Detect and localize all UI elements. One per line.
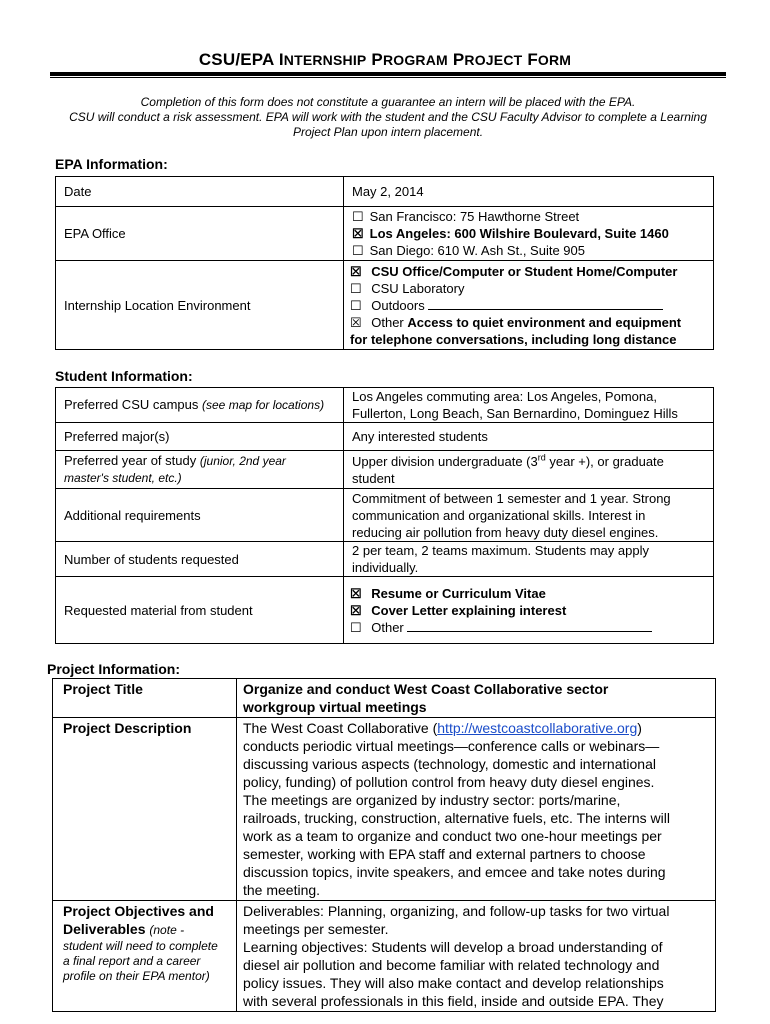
student-info-table [55,387,714,644]
checkbox-checked-icon: ☒ [350,602,362,618]
major-value: Any interested students [344,423,714,451]
objectives-label: Project Objectives and Deliverables (note - student will need to complete a final report and a career profile on their EPA mentor) [53,901,237,1012]
checkbox-empty-icon: ☐ [350,619,362,635]
checkbox-empty-icon: ☐ [352,209,364,224]
checkbox-checked-icon: ☒ [350,263,362,279]
checkbox-checked-icon: ☒ [350,314,362,330]
project-description-label: Project Description [53,718,237,901]
checkbox-empty-icon: ☐ [350,280,362,296]
students-count-value: 2 per team, 2 teams maximum. Students may apply individually. [344,542,714,577]
year-value: Upper division undergraduate (3rd year +), or graduate student [344,451,714,489]
form-title: CSU/EPA INTERNSHIP PROGRAM PROJECT FORM [198,50,572,69]
title-rule-thick [50,72,726,76]
date-label: Date [56,177,344,207]
material-option[interactable]: ☒ Cover Letter explaining interest [350,602,567,618]
major-label: Preferred major(s) [56,423,344,451]
project-description-value: The West Coast Collaborative (http://westcoastcollaborative.org) conducts periodic virtual meetings—conference calls or webinars— discussing various aspects (technology, domestic and international policy, funding) of pollution control from heavy duty diesel engines. The meetings are organized by industry sector: ports/marine, railroads, trucking, construction, alternative fuels, etc. The interns will work as a team to organize and conduct two one-hour meetings per semester, working with EPA staff and external partners to choose discussion topics, invite speakers, and emcee and take notes during the meeting. [237,718,716,901]
material-option[interactable]: ☐ Other [350,619,713,636]
checkbox-empty-icon: ☐ [350,297,362,313]
intro-note: Completion of this form does not constitute a guarantee an intern will be placed with the EPA. CSU will conduct a risk assessment. EPA will work with the student and the CSU Faculty Advisor to complete a Learning Project Plan upon intern placement. [69,95,707,139]
environment-label: Internship Location Environment [56,261,344,350]
campus-value: Los Angeles commuting area: Los Angeles, Pomona, Fullerton, Long Beach, San Bernardino, Dominguez Hills [344,388,714,423]
epa-section-heading: EPA Information: [55,156,168,172]
project-section-heading: Project Information: [47,661,181,677]
checkbox-checked-icon: ☒ [350,585,362,601]
project-title-label: Project Title [53,679,237,718]
year-label: Preferred year of study (junior, 2nd year master's student, etc.) [56,451,344,489]
office-option[interactable]: ☒ Los Angeles: 600 Wilshire Boulevard, Suite 1460 [352,226,669,241]
environment-option[interactable]: ☒ Other Access to quiet environment and equipment [350,314,682,330]
epa-office-label: EPA Office [56,207,344,261]
environment-option[interactable]: ☐ CSU Laboratory [350,280,465,296]
environment-other-continued: for telephone conversations, including long distance [350,331,677,347]
environment-option[interactable]: ☒ CSU Office/Computer or Student Home/Computer [350,263,678,279]
material-label: Requested material from student [56,577,344,644]
requirements-value: Commitment of between 1 semester and 1 year. Strong communication and organizational skills. Interest in reducing air pollution from heavy duty diesel engines. [344,489,714,542]
material-options [344,577,714,644]
project-info-table [52,678,716,1012]
project-title-value: Organize and conduct West Coast Collaborative sector workgroup virtual meetings [237,679,716,718]
objectives-value: Deliverables: Planning, organizing, and follow-up tasks for two virtual meetings per semester. Learning objectives: Students will develop a broad understanding of diesel air pollution and become familiar with related technology and policy issues. They will also make contact and develop relationships with several professionals in this field, inside and outside EPA. They [237,901,716,1012]
student-section-heading: Student Information: [55,368,193,384]
outdoors-blank-line [428,298,663,310]
environment-option[interactable]: ☐ Outdoors [350,297,713,314]
checkbox-empty-icon: ☐ [352,243,364,258]
office-option[interactable]: ☐ San Francisco: 75 Hawthorne Street [352,209,580,224]
environment-options [344,261,714,350]
checkbox-checked-icon: ☒ [352,226,364,241]
date-value: May 2, 2014 [344,177,714,207]
material-option[interactable]: ☒ Resume or Curriculum Vitae [350,585,546,601]
campus-label: Preferred CSU campus (see map for locations) [56,388,344,423]
other-blank-line [407,620,652,632]
collaborative-link[interactable]: http://westcoastcollaborative.org [437,720,638,736]
title-rule-thin [50,77,726,78]
epa-info-table [55,176,714,350]
epa-office-options [344,207,714,261]
requirements-label: Additional requirements [56,489,344,542]
office-option[interactable]: ☐ San Diego: 610 W. Ash St., Suite 905 [352,243,585,258]
students-count-label: Number of students requested [56,542,344,577]
